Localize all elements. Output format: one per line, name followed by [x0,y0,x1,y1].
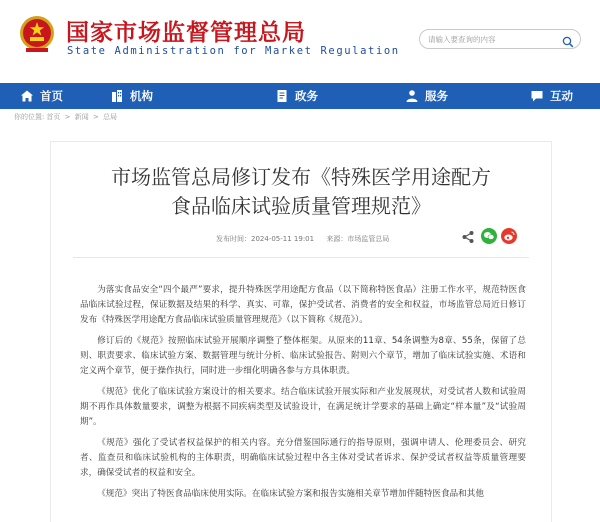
breadcrumb [14,112,119,124]
chat-icon [530,89,544,103]
nav-item-interaction[interactable] [530,83,573,109]
publish-date: 发布时间：2024-05-11 19:01 [216,235,315,243]
home-icon [20,89,34,103]
article-meta [216,234,399,244]
national-emblem-icon[interactable] [18,14,56,54]
nav-item-services[interactable] [405,83,448,109]
nav-label: 政务 [295,89,318,103]
service-icon [405,89,419,103]
meta-divider [73,257,529,258]
site-header [0,0,600,78]
document-icon [275,89,289,103]
breadcrumb-separator: > [64,113,71,121]
article-title-line: 市场监管总局修订发布《特殊医学用途配方 [111,165,491,189]
share-icon[interactable] [461,229,475,243]
nav-item-organization[interactable] [110,83,153,109]
article-paragraph: 《规范》强化了受试者权益保护的相关内容。充分借鉴国际通行的指导原则，强调申请人、伦理委员会、研究者、监查员和临床试验机构的主体职责，明确临床试验过程中各主体对受试者诉求、保护受试者权益等质量管理要求，确保受试者的权益和安全。 [80,438,526,478]
nav-label: 首页 [40,89,63,103]
article-source: 来源：市场监管总局 [326,235,390,243]
article-card [50,141,552,522]
nav-label: 互动 [550,89,573,103]
article-body [80,283,526,508]
article-title-line: 食品临床试验质量管理规范》 [171,194,431,218]
breadcrumb-item-news[interactable]: 新闻 [74,113,89,121]
share-bar [457,228,517,244]
nav-item-home[interactable] [20,83,63,109]
breadcrumb-item-headquarters[interactable]: 总局 [103,113,118,121]
article-paragraph: 修订后的《规范》按照临床试验开展顺序调整了整体框架。从原来的11章、54条调整为8章、55条，保留了总则、职责要求、临床试验方案、数据管理与统计分析、临床试验报告、附则六个章节，增加了临床试验实施、术语和定义两个章节，便于操作执行，同时进一步细化明确各参与方具体职责。 [80,336,526,376]
main-nav [0,83,600,109]
site-title[interactable]: 国家市场监督管理总局 [66,20,306,46]
article-paragraph: 《规范》突出了特医食品临床使用实际。在临床试验方案和报告实施相关章节增加伴随特医食品和其他 [97,489,484,499]
site-subtitle: State Administration for Market Regulation [67,45,400,57]
breadcrumb-separator: > [92,113,99,121]
nav-label: 机构 [130,89,153,103]
building-icon [110,89,124,103]
breadcrumb-prefix: 你的位置: [14,113,45,121]
breadcrumb-item-home[interactable]: 首页 [46,113,61,121]
nav-item-government-affairs[interactable] [275,83,318,109]
weibo-share-icon[interactable] [501,228,517,244]
nav-label: 服务 [425,89,448,103]
search-box [419,29,581,49]
article-paragraph: 《规范》优化了临床试验方案设计的相关要求。结合临床试验开展实际和产业发展现状，对受试者人数和试验周期不再作具体数量要求，调整为根据不同疾病类型及试验设计，在满足统计学要求的基础上确定“样本量”及“试验周期”。 [80,387,526,427]
article-title [71,163,531,221]
search-input[interactable] [428,32,558,46]
article-paragraph: 为落实食品安全“四个最严”要求，提升特殊医学用途配方食品（以下简称特医食品）注册工作水平，规范特医食品临床试验过程，保证数据及结果的科学、真实、可靠，保护受试者、消费者的安全和权益，市场监管总局近日修订发布《特殊医学用途配方食品临床试验质量管理规范》（以下简称《规范》）。 [80,285,526,325]
search-icon[interactable] [562,33,574,45]
wechat-share-icon[interactable] [481,228,497,244]
